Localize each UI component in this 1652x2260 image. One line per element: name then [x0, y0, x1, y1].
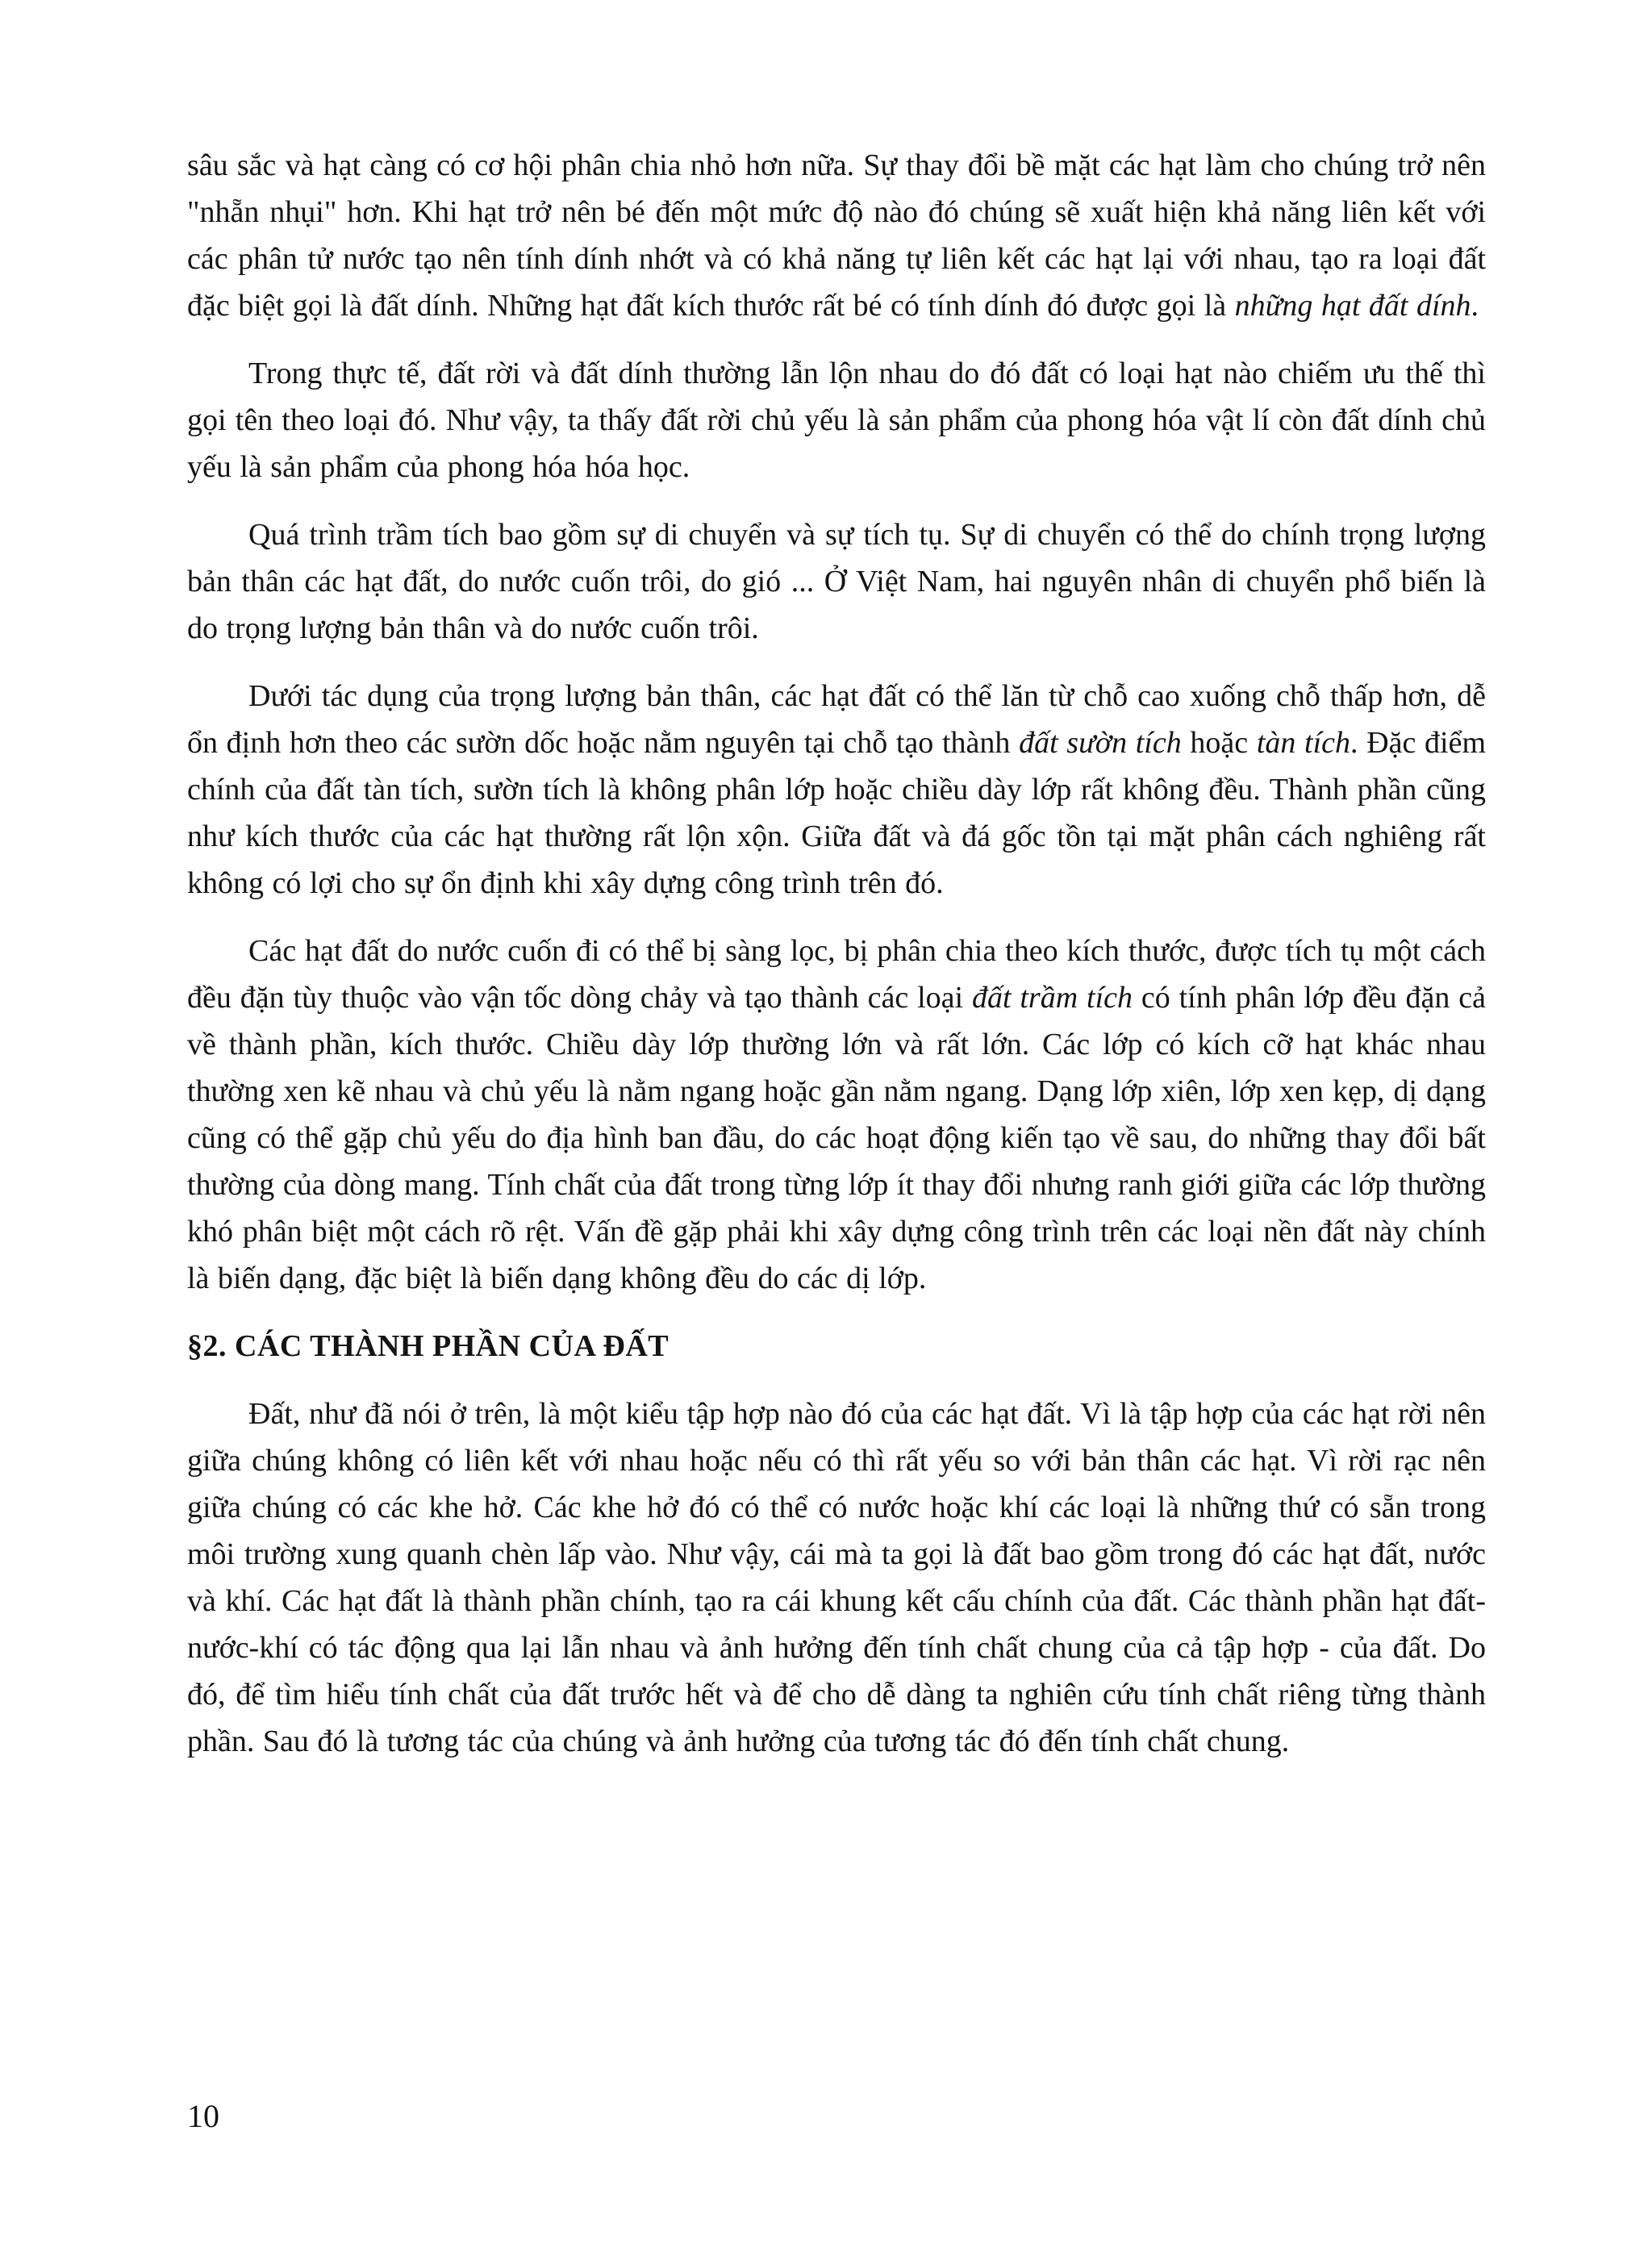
paragraph-p6: [187, 1391, 1486, 1765]
paragraph-spacer: [187, 490, 1486, 511]
document-page: [187, 142, 1486, 1765]
paragraph-spacer: [187, 329, 1486, 350]
italic-term: đất sườn tích: [1019, 726, 1182, 760]
text-run: Đất, như đã nói ở trên, là một kiểu tập hợp nào đó của các hạt đất. Vì là tập hợp của các hạt rời nên giữa chúng không có liên kết với nhau hoặc nếu có thì rất yếu so với bản thân các hạt. Vì rời rạc nên giữa chúng có các khe hở. Các khe hở đó có thể có nước hoặc khí các loại là những thứ có sẵn trong môi trường xung quanh chèn lấp vào. Như vậy, cái mà ta gọi là đất bao gồm trong đó các hạt đất, nước và khí. Các hạt đất là thành phần chính, tạo ra cái khung kết cấu chính của đất. Các thành phần hạt đất-nước-khí có tác động qua lại lẫn nhau và ảnh hưởng đến tính chất chung của cả tập hợp - của đất. Do đó, để tìm hiểu tính chất của đất trước hết và để cho dễ dàng ta nghiên cứu tính chất riêng từng thành phần. Sau đó là tương tác của chúng và ảnh hưởng của tương tác đó đến tính chất chung.: [187, 1397, 1486, 1758]
body-text: [187, 142, 1486, 1302]
paragraph-p3: [187, 511, 1486, 652]
text-run: Các hạt đất do nước cuốn đi có thể bị sàng lọc, bị phân chia theo kích thước, được tích tụ một cách đều đặn tùy thuộc vào vận tốc dòng chảy và tạo thành các loại: [187, 934, 1486, 1015]
italic-term: tàn tích: [1256, 726, 1351, 760]
spacer: [187, 1302, 1486, 1323]
paragraph-p5: [187, 928, 1486, 1302]
paragraph-spacer: [187, 907, 1486, 928]
text-run: Trong thực tế, đất rời và đất dính thường lẫn lộn nhau do đó đất có loại hạt nào chiếm ưu thế thì gọi tên theo loại đó. Như vậy, ta thấy đất rời chủ yếu là sản phẩm của phong hóa vật lí còn đất dính chủ yếu là sản phẩm của phong hóa hóa học.: [187, 357, 1486, 484]
paragraph-p2: [187, 350, 1486, 490]
text-run: hoặc: [1181, 726, 1257, 760]
paragraph-p1: [187, 142, 1486, 329]
section-heading: §2. CÁC THÀNH PHẦN CỦA ĐẤT: [187, 1329, 670, 1363]
text-run: có tính phân lớp đều đặn cả về thành phần, kích thước. Chiều dày lớp thường lớn và rất lớn. Các lớp có kích cỡ hạt khác nhau thường xen kẽ nhau và chủ yếu là nằm ngang hoặc gần nằm ngang. Dạng lớp xiên, lớp xen kẹp, dị dạng cũng có thể gặp chủ yếu do địa hình ban đầu, do các hoạt động kiến tạo về sau, do những thay đổi bất thường của dòng mang. Tính chất của đất trong từng lớp ít thay đổi nhưng ranh giới giữa các lớp thường khó phân biệt một cách rõ rệt. Vấn đề gặp phải khi xây dựng công trình trên các loại nền đất này chính là biến dạng, đặc biệt là biến dạng không đều do các dị lớp.: [187, 981, 1487, 1295]
italic-term: đất trầm tích: [971, 981, 1133, 1015]
page-number: 10: [187, 2098, 219, 2134]
text-run: Quá trình trầm tích bao gồm sự di chuyển và sự tích tụ. Sự di chuyển có thể do chính trọng lượng bản thân các hạt đất, do nước cuốn trôi, do gió ... Ở Việt Nam, hai nguyên nhân di chuyển phổ biến là do trọng lượng bản thân và do nước cuốn trôi.: [187, 518, 1486, 645]
italic-term: những hạt đất dính: [1234, 289, 1471, 323]
text-run: . Đặc điểm chính của đất tàn tích, sườn tích là không phân lớp hoặc chiều dày lớp rất không đều. Thành phần cũng như kích thước của các hạt thường rất lộn xộn. Giữa đất và đá gốc tồn tại mặt phân cách nghiêng rất không có lợi cho sự ổn định khi xây dựng công trình trên đó.: [187, 726, 1487, 900]
text-run: sâu sắc và hạt càng có cơ hội phân chia nhỏ hơn nữa. Sự thay đổi bề mặt các hạt làm cho chúng trở nên "nhẵn nhụi" hơn. Khi hạt trở nên bé đến một mức độ nào đó chúng sẽ xuất hiện khả năng liên kết với các phân tử nước tạo nên tính dính nhớt và có khả năng tự liên kết các hạt lại với nhau, tạo ra loại đất đặc biệt gọi là đất dính. Những hạt đất kích thước rất bé có tính dính đó được gọi là: [187, 148, 1486, 323]
text-run: .: [1471, 289, 1479, 323]
paragraph-p4: [187, 673, 1486, 907]
text-run: Dưới tác dụng của trọng lượng bản thân, các hạt đất có thể lăn từ chỗ cao xuống chỗ thấp hơn, dễ ổn định hơn theo các sườn dốc hoặc nằm nguyên tại chỗ tạo thành: [187, 679, 1486, 760]
paragraph-spacer: [187, 652, 1486, 673]
spacer: [187, 1370, 1486, 1391]
section-body-text: [187, 1391, 1486, 1765]
